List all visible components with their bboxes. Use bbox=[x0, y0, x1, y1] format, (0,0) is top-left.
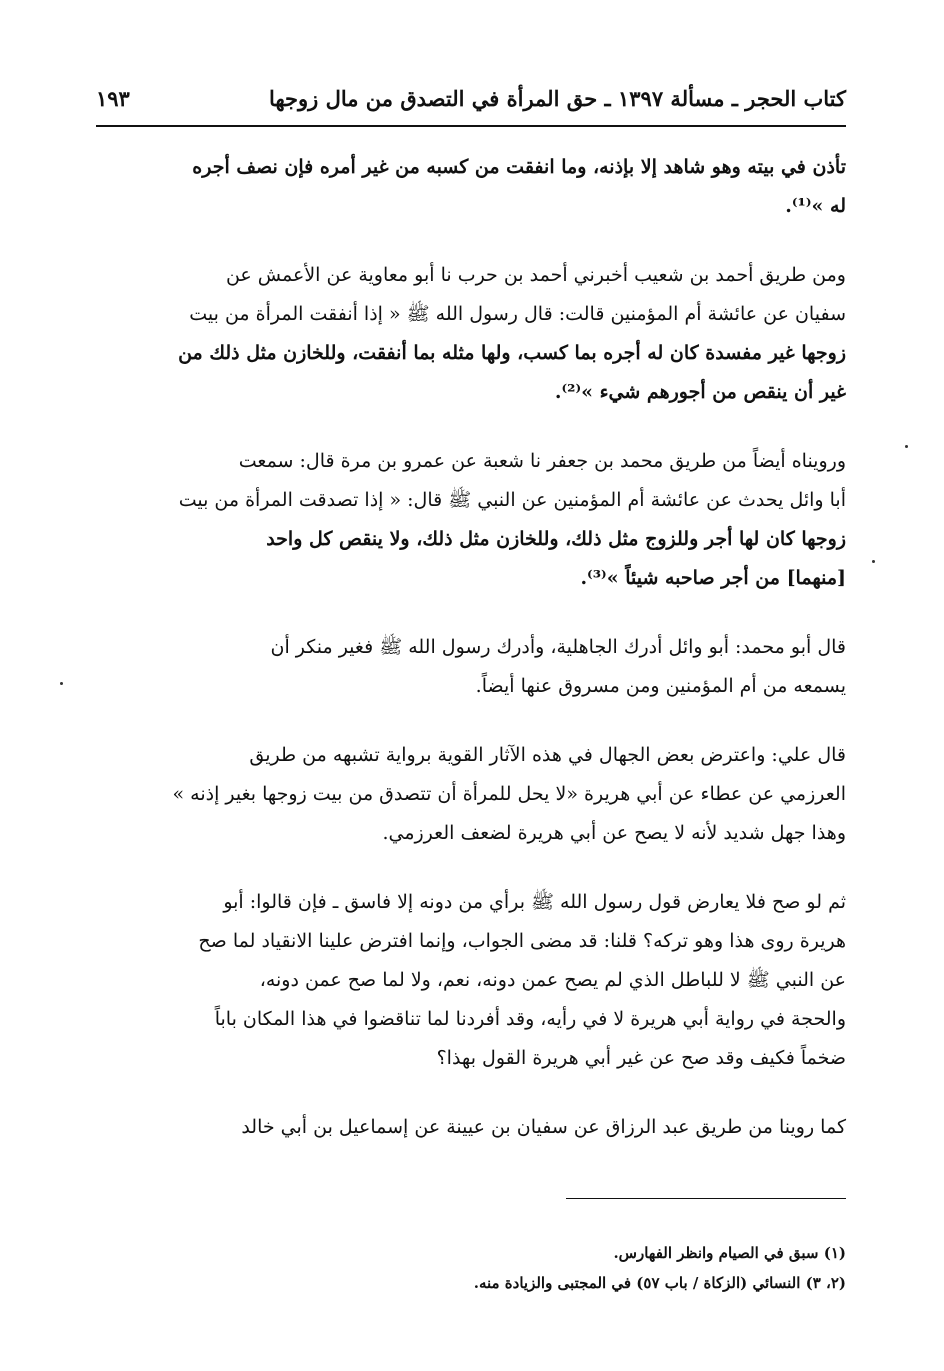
paragraph bbox=[96, 148, 846, 226]
footnote-rule bbox=[566, 1198, 846, 1199]
text-line: له »⁽¹⁾. bbox=[785, 195, 846, 217]
main-text bbox=[96, 148, 846, 1177]
footnote: (١) سبق في الصيام وانظر الفهارس. bbox=[613, 1244, 846, 1262]
paragraph bbox=[96, 256, 846, 412]
paragraph bbox=[96, 442, 846, 598]
text-line: أبا وائل يحدث عن عائشة أم المؤمنين عن النبي ﷺ قال: « إذا تصدقت المرأة من بيت bbox=[178, 489, 846, 511]
text-line: غير أن ينقص من أجورهم شيء »⁽²⁾. bbox=[554, 381, 846, 403]
text-line: هريرة روى هذا وهو تركه؟ قلنا: قد مضى الجواب، وإنما افترض علينا الانقياد لما صح bbox=[198, 930, 846, 952]
text-line: قال علي: واعترض بعض الجهال في هذه الآثار القوية برواية تشبهه من طريق bbox=[249, 744, 846, 766]
page-number: ١٩٣ bbox=[96, 86, 130, 111]
text-line: تأذن في بيته وهو شاهد إلا بإذنه، وما انفقت من كسبه من غير أمره فإن نصف أجره bbox=[192, 156, 846, 178]
paragraph bbox=[96, 736, 846, 853]
text-line: قال أبو محمد: أبو وائل أدرك الجاهلية، وأدرك رسول الله ﷺ فغير منكر أن bbox=[270, 636, 846, 658]
paragraph bbox=[96, 628, 846, 706]
text-line: [منهما] من أجر صاحبه شيئاً »⁽³⁾. bbox=[580, 567, 846, 589]
text-line: ضخماً فكيف وقد صح عن غير أبي هريرة القول بهذا؟ bbox=[436, 1047, 846, 1069]
scan-speck bbox=[905, 445, 908, 448]
paragraph bbox=[96, 883, 846, 1078]
text-line: العرزمي عن عطاء عن أبي هريرة «لا يحل للمرأة أن تتصدق من بيت زوجها بغير إذنه » bbox=[172, 783, 846, 805]
running-header bbox=[96, 84, 846, 124]
text-line: كما روينا من طريق عبد الرزاق عن سفيان بن عيينة عن إسماعيل بن أبي خالد bbox=[241, 1116, 846, 1138]
text-line: ومن طريق أحمد بن شعيب أخبرني أحمد بن حرب نا أبو معاوية عن الأعمش عن bbox=[225, 264, 846, 286]
text-line: ورويناه أيضاً من طريق محمد بن جعفر نا شعبة عن عمرو بن مرة قال: سمعت bbox=[238, 450, 846, 472]
text-line: وهذا جهل شديد لأنه لا يصح عن أبي هريرة لضعف العرزمي. bbox=[382, 822, 846, 844]
scan-speck bbox=[872, 560, 875, 563]
footnotes bbox=[96, 1238, 846, 1298]
text-line: والحجة في رواية أبي هريرة لا في رأيه، وقد أفردنا لما تناقضوا في هذا المكان باباً bbox=[214, 1008, 846, 1030]
text-line: يسمعه من أم المؤمنين ومن مسروق عنها أيضاً. bbox=[475, 675, 846, 697]
header-title: كتاب الحجر ـ مسألة ١٣٩٧ ـ حق المرأة في التصدق من مال زوجها bbox=[268, 86, 846, 111]
scan-speck bbox=[60, 682, 63, 685]
text-line: زوجها غير مفسدة كان له أجره بما كسب، ولها مثله بما أنفقت، وللخازن مثل ذلك من bbox=[178, 342, 846, 364]
text-line: عن النبي ﷺ لا للباطل الذي لم يصح عمن دونه، نعم، ولا لما صح عمن دونه، bbox=[259, 969, 846, 991]
text-line: ثم لو صح فلا يعارض قول رسول الله ﷺ برأي من دونه إلا فاسق ـ فإن قالوا: أبو bbox=[223, 891, 846, 913]
header-rule bbox=[96, 125, 846, 127]
footnote: (٢، ٣) النسائي (الزكاة / باب ٥٧) في المجتبى والزيادة منه. bbox=[473, 1274, 846, 1292]
paragraph bbox=[96, 1108, 846, 1147]
text-line: زوجها كان لها أجر وللزوج مثل ذلك، وللخازن مثل ذلك، ولا ينقص كل واحد bbox=[266, 528, 846, 550]
text-line: سفيان عن عائشة أم المؤمنين قالت: قال رسول الله ﷺ « إذا أنفقت المرأة من بيت bbox=[189, 303, 846, 325]
